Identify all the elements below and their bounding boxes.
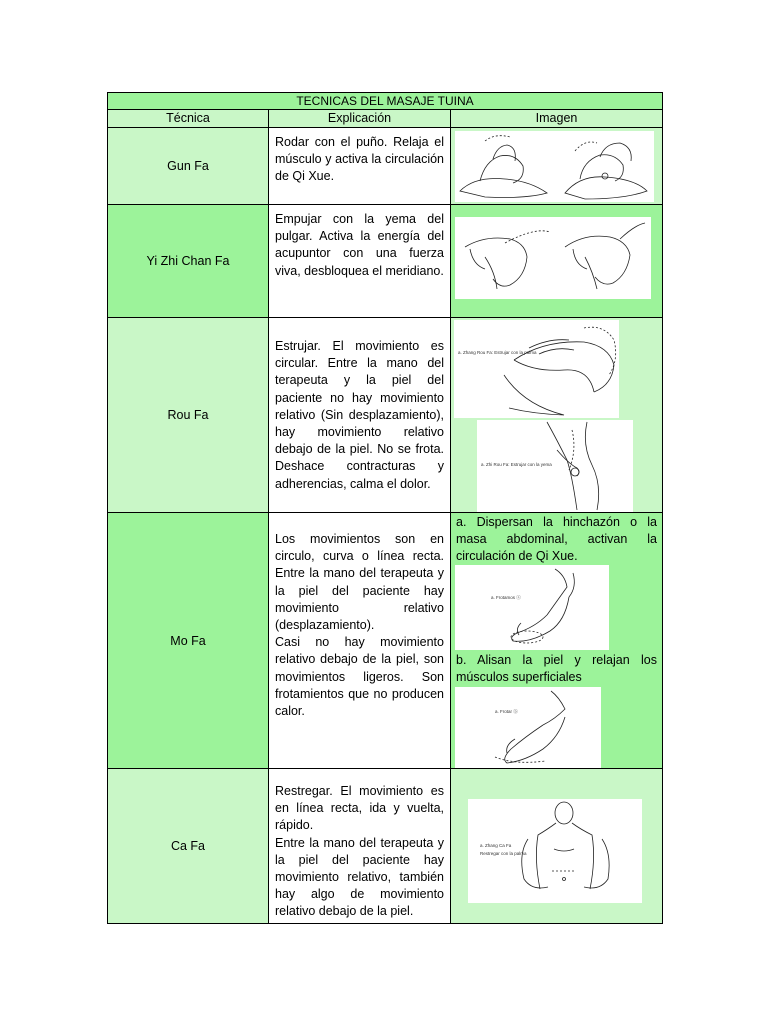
table-row bbox=[108, 318, 663, 513]
rou-fa-palm-illustration bbox=[454, 320, 619, 418]
rou-fa-caption-b: a. Zhi Rou Fa: Estrujar con la yema bbox=[481, 462, 552, 467]
technique-explanation: Estrujar. El movimiento es circular. Entre la mano del terapeuta y la piel del paciente no hay movimiento relativo (Sin desplazamiento), hay movimiento relativo debajo de la piel. No se frota. Deshace contracturas y adherencias, calma el dolor. bbox=[269, 318, 451, 513]
ca-fa-caption-a: a. Zhang Ca Fa bbox=[480, 843, 512, 848]
technique-explanation: Rodar con el puño. Relaja el músculo y activa la circulación de Qi Xue. bbox=[269, 128, 451, 205]
ca-fa-caption-b: Restregar con la palma bbox=[480, 851, 527, 856]
tuina-table bbox=[107, 92, 663, 924]
gun-fa-illustration bbox=[455, 131, 654, 202]
table-row bbox=[108, 205, 663, 318]
technique-name: Yi Zhi Chan Fa bbox=[108, 205, 269, 318]
technique-name: Ca Fa bbox=[108, 769, 269, 924]
table-title: TECNICAS DEL MASAJE TUINA bbox=[108, 93, 663, 110]
table-row bbox=[108, 128, 663, 205]
yi-zhi-chan-fa-illustration bbox=[455, 217, 651, 299]
technique-explanation: Empujar con la yema del pulgar. Activa la energía del acupuntor con una fuerza viva, desbloquea el meridiano. bbox=[269, 205, 451, 318]
technique-name: Gun Fa bbox=[108, 128, 269, 205]
mo-fa-caption-b: a. Frotar ⓑ bbox=[495, 709, 518, 714]
technique-image-cell bbox=[451, 318, 663, 513]
mo-fa-caption-a: a. Frotamos ⓐ bbox=[491, 595, 521, 600]
header-image: Imagen bbox=[451, 110, 663, 128]
technique-image-cell bbox=[451, 769, 663, 924]
technique-image-cell bbox=[451, 513, 663, 769]
table-row bbox=[108, 513, 663, 769]
mo-fa-text-a: a. Dispersan la hinchazón o la masa abdominal, activan la circulación de Qi Xue. bbox=[456, 515, 658, 564]
technique-image-cell bbox=[451, 128, 663, 205]
mo-fa-illustration-a bbox=[455, 565, 609, 650]
ca-fa-illustration bbox=[468, 799, 642, 903]
rou-fa-caption-a: a. Zhang Rou Fa: Estrujar con la palma bbox=[458, 350, 537, 355]
technique-explanation: Restregar. El movimiento es en línea recta, ida y vuelta, rápido. Entre la mano del terapeuta y la piel del paciente hay movimiento relativo, también hay algo de movimiento relativo debajo de la piel. bbox=[269, 769, 451, 924]
technique-name: Rou Fa bbox=[108, 318, 269, 513]
technique-image-cell bbox=[451, 205, 663, 318]
technique-explanation: Los movimientos son en circulo, curva o línea recta. Entre la mano del terapeuta y la piel del paciente hay movimiento relativo (desplazamiento). Casi no hay movimiento relativo debajo de la piel, son movimientos ligeros. Son frotamientos que no producen calor. bbox=[269, 513, 451, 769]
technique-name: Mo Fa bbox=[108, 513, 269, 769]
header-technique: Técnica bbox=[108, 110, 269, 128]
header-explanation: Explicación bbox=[269, 110, 451, 128]
rou-fa-fingertip-illustration bbox=[477, 420, 633, 512]
mo-fa-illustration-b bbox=[455, 687, 601, 768]
table-row bbox=[108, 769, 663, 924]
mo-fa-text-b: b. Alisan la piel y relajan los músculos superficiales bbox=[456, 653, 658, 685]
